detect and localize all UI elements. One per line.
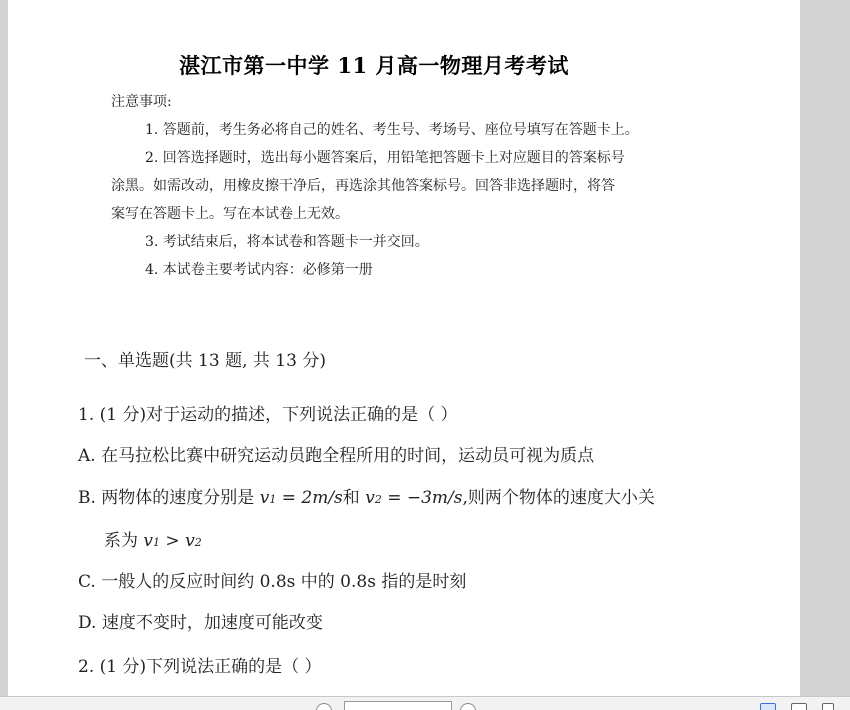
note-2-cont-1: 涂黑。如需改动，用橡皮擦干净后，再选涂其他答案标号。回答非选择题时，将答	[111, 178, 615, 194]
page-number-input[interactable]	[344, 701, 452, 710]
question-1-option-d: D. 速度不变时，加速度可能改变	[78, 613, 323, 633]
note-2-cont-2: 案写在答题卡上。写在本试卷上无效。	[111, 206, 349, 222]
option-b-prefix: B. 两物体的速度分别是	[78, 488, 260, 508]
single-page-view-icon[interactable]	[760, 703, 776, 710]
note-1: 1. 答题前，考生务必将自己的姓名、考生号、考场号、座位号填写在答题卡上。	[145, 122, 639, 138]
bottom-toolbar	[0, 696, 850, 710]
document-page	[8, 0, 800, 696]
option-b-suffix: ,则两个物体的速度大小关	[462, 488, 655, 508]
question-1-option-a: A. 在马拉松比赛中研究运动员跑全程所用的时间，运动员可视为质点	[78, 446, 595, 466]
notes-block	[111, 88, 703, 284]
next-page-icon[interactable]	[460, 703, 476, 710]
prev-page-icon[interactable]	[316, 703, 332, 710]
double-page-view-icon[interactable]	[791, 703, 807, 710]
fit-width-icon[interactable]	[822, 703, 834, 710]
exam-title: 湛江市第一中学 11 月高一物理月考考试	[179, 53, 569, 78]
option-b-v1-sub: 1	[269, 493, 277, 506]
question-1-stem: 1. (1 分)对于运动的描述，下列说法正确的是（ ）	[78, 405, 458, 425]
note-4: 4. 本试卷主要考试内容：必修第一册	[145, 262, 373, 278]
question-1-option-b-line2	[104, 526, 202, 551]
option-b-rel-v1: v	[143, 531, 154, 551]
option-b-rel-sign: >	[160, 531, 186, 551]
option-b-v2-sub: 2	[374, 493, 382, 506]
option-b-v2: v	[365, 488, 375, 508]
option-b-line2-prefix: 系为	[104, 531, 144, 551]
option-b-rel-v1-sub: 1	[153, 536, 161, 549]
note-2: 2. 回答选择题时，选出每小题答案后，用铅笔把答题卡上对应题目的答案标号	[145, 150, 625, 166]
option-b-eq2: = −3m/s	[381, 488, 463, 508]
question-1-option-b	[78, 483, 655, 508]
note-3: 3. 考试结束后，将本试卷和答题卡一并交回。	[145, 234, 429, 250]
option-b-rel-v2: v	[185, 531, 195, 551]
right-scroll-area[interactable]	[800, 0, 850, 696]
option-b-eq1: = 2m/s	[276, 488, 343, 508]
section-heading: 一、单选题(共 13 题, 共 13 分)	[84, 351, 326, 371]
option-b-and: 和	[342, 488, 366, 508]
option-b-rel-v2-sub: 2	[194, 536, 202, 549]
question-1-option-c: C. 一般人的反应时间约 0.8s 中的 0.8s 指的是时刻	[78, 572, 467, 592]
notes-heading: 注意事项:	[111, 94, 172, 110]
question-2-stem: 2. (1 分)下列说法正确的是（ ）	[78, 657, 322, 677]
option-b-v1: v	[259, 488, 270, 508]
